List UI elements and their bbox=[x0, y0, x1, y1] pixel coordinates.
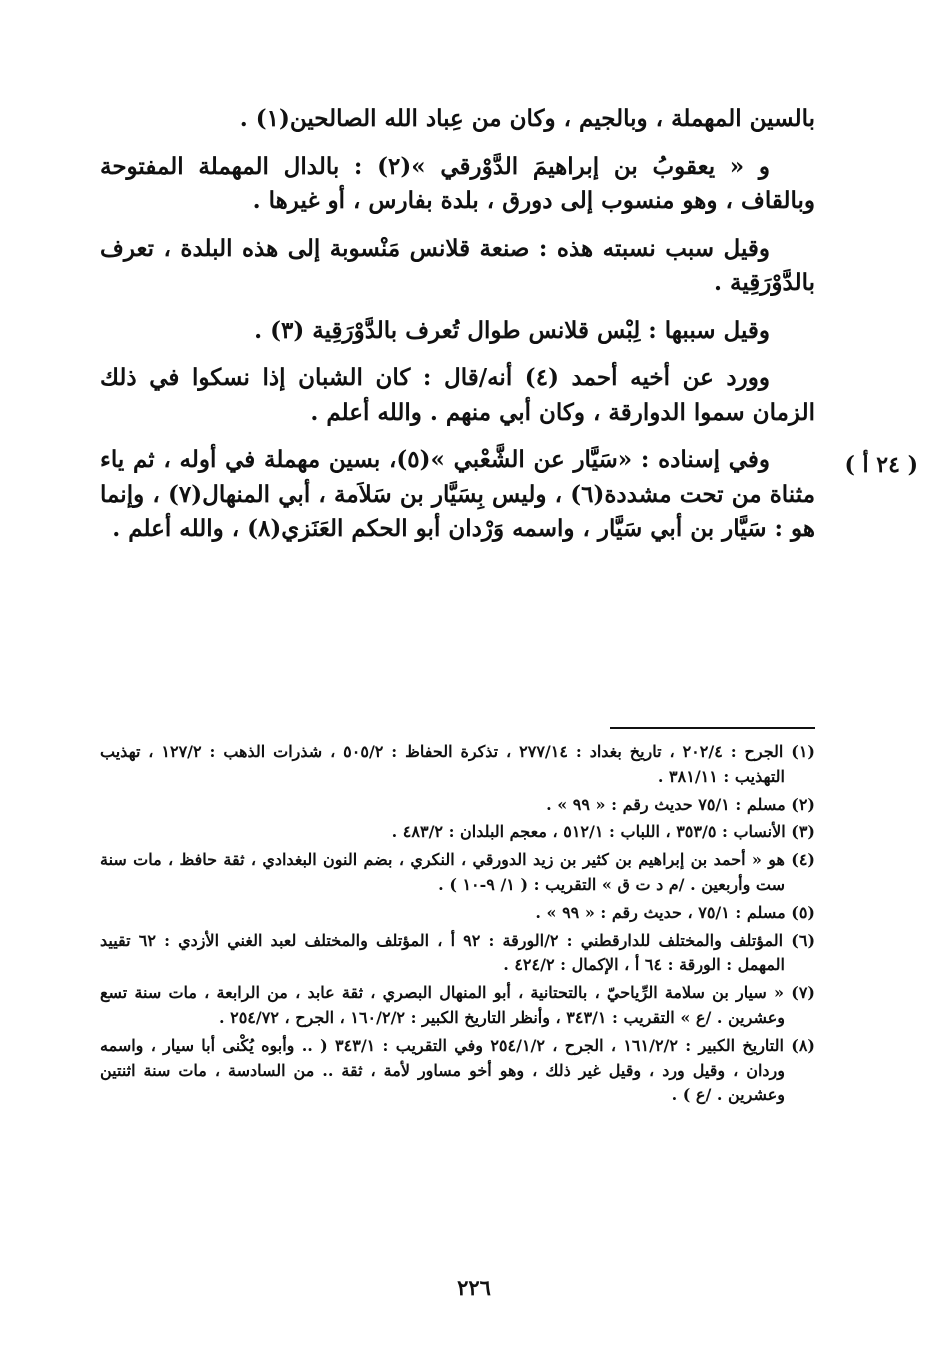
footnote: (٥) مسلم : ٧٥/١ ، حديث رقم : « ٩٩ » . bbox=[535, 902, 815, 922]
footnote: (٨) التاريخ الكبير : ١٦١/٢/٢ ، الجرح ، ٢٥٤/١/٢ وفي التقريب : ٣٤٣/١ ( .. وأبوه يُكْنى أبا سيار ، واسمه وردان ، وقيل ورد ، وقيل غير ذلك ، وهو أخو مساور لأمة ، ثقة .. من السادسة ، مات سنة اثنتين وعشرين . /ع ) . bbox=[100, 1035, 815, 1105]
footnote: (٢) مسلم : ٧٥/١ حديث رقم : « ٩٩ » . bbox=[546, 794, 815, 814]
paragraph: وقيل سبب نسبته هذه : صنعة قلانس مَنْسوبة إلى هذه البلدة ، تعرف بالدَّوْرَقِية . bbox=[100, 234, 815, 296]
footnote: (٤) هو « أحمد بن إبراهيم بن كثير بن زيد الدورقي ، النكري ، بضم النون البغدادي ، ثقة حافظ ، مات سنة ست وأربعين . /م د ت ق » التقريب : ( ١/ ٩-١٠ ) . bbox=[100, 850, 815, 894]
footnote: (٧) « سيار بن سلامة الرِّياحيّ ، بالتحتانية ، أبو المنهال البصري ، ثقة عابد ، من الرابعة ، مات سنة تسع وعشرين . /ع » التقريب : ٣٤٣/١ ، وأنظر التاريخ الكبير : ١٦٠/٢/٢ ، الجرح ، ٢٥٤/٧٢ . bbox=[100, 983, 815, 1027]
footnote: (٦) المؤتلف والمختلف للدارقطني : ٢/الورقة : ٩٢ أ ، المؤتلف والمختلف لعبد الغني الأزدي : ٦٢ تقييد المهمل : الورقة : ٦٤ أ ، الإكمال : ٤٢٤/٢ . bbox=[100, 930, 816, 975]
page-number: ٢٢٦ bbox=[457, 1275, 491, 1300]
footnotes bbox=[100, 740, 815, 1111]
footnote: (٣) الأنساب : ٣٥٣/٥ ، اللباب : ٥١٢/١ ، معجم البلدان : ٤٨٣/٢ . bbox=[391, 822, 815, 842]
paragraph: بالسين المهملة ، وبالجيم ، وكان من عِباد الله الصالحين(١) . bbox=[239, 105, 815, 132]
paragraph: و « يعقوبُ بن إبراهيمَ الدَّوْرقي »(٢) : بالدال المهملة المفتوحة وبالقاف ، وهو منسوب إلى دورق ، بلدة بفارس ، أو غيرها . bbox=[100, 152, 815, 214]
main-text bbox=[100, 102, 815, 560]
margin-folio-note: ( ٢٤ أ ) bbox=[844, 452, 918, 478]
footnote-separator bbox=[610, 727, 815, 729]
paragraph: وقيل سببها : لِبْس قلانس طوال تُعرف بالدَّوْرَقِية (٣) . bbox=[254, 316, 770, 344]
paragraph: وورد عن أخيه أحمد (٤) أنه/قال : كان الشبان إذا نسكوا في ذلك الزمان سموا الدوارقة ، وكان أبي منهم . والله أعلم . bbox=[100, 364, 815, 426]
footnote: (١) الجرح : ٢٠٢/٤ ، تاريخ بغداد : ٢٧٧/١٤ ، تذكرة الحفاظ : ٥٠٥/٢ ، شذرات الذهب : ١٢٧/٢ ، تهذيب التهذيب : ٣٨١/١١ . bbox=[100, 742, 815, 786]
paragraph: وفي إسناده : «سَيَّار عن الشَّعْبي »(٥)، بسين مهملة في أوله ، ثم ياء مثناة من تحت مشددة(٦) ، وليس بِسَيَّار بن سَلاَمة ، أبي المنهال(٧) ، وإنما هو : سَيَّار بن أبي سَيَّار ، واسمه وَرْدان أبو الحكم العَنَزي(٨) ، والله أعلم . bbox=[100, 446, 816, 542]
